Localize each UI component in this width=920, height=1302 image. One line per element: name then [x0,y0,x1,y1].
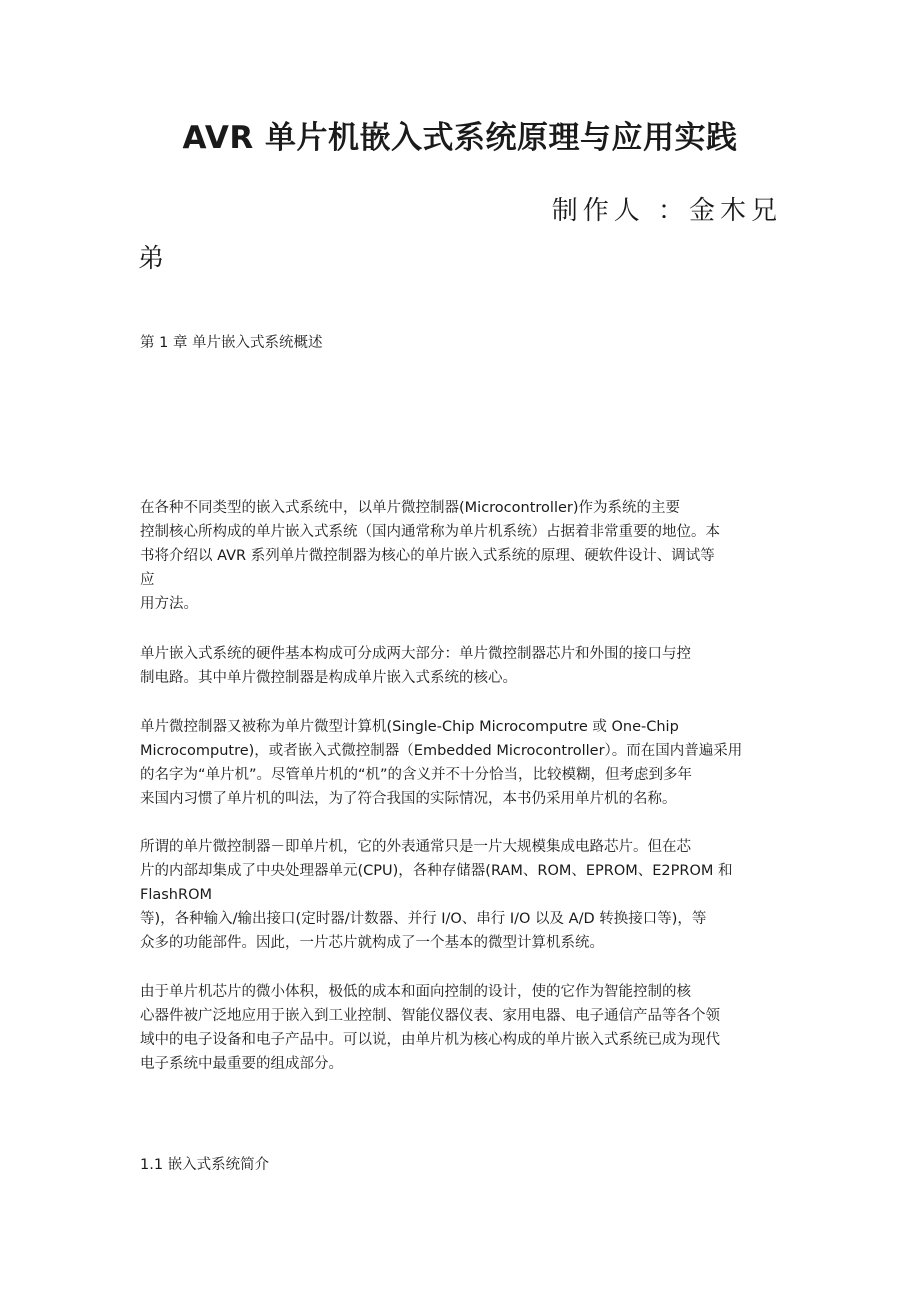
text-line: 众多的功能部件。因此，一片芯片就构成了一个基本的微型计算机系统。 [140,935,604,951]
paragraph-applications [140,980,785,1076]
text-line: 所谓的单片微控制器－即单片机，它的外表通常只是一片大规模集成电路芯片。但在芯 [140,839,691,855]
paragraph-hardware [140,642,785,690]
text-line: 等)，各种输入/输出接口(定时器/计数器、并行 I/O、串行 I/O 以及 A/D 转换接口等)，等 [140,911,707,927]
text-line: 制电路。其中单片微控制器是构成单片嵌入式系统的核心。 [140,670,517,686]
text-line: 域中的电子设备和电子产品中。可以说，由单片机为核心构成的单片嵌入式系统已成为现代 [140,1032,720,1048]
paragraph-naming [140,715,785,811]
text-line: 在各种不同类型的嵌入式系统中，以单片微控制器(Microcontroller)作为系统的主要 [140,500,681,516]
text-line: 心器件被广泛地应用于嵌入到工业控制、智能仪器仪表、家用电器、电子通信产品等各个领 [140,1008,720,1024]
text-line: 单片微控制器又被称为单片微型计算机(Single-Chip Microcomputre 或 One-Chip [140,719,679,735]
paragraph-intro [140,496,785,616]
text-line: 用方法。 [140,596,198,612]
text-line: 片的内部却集成了中央处理器单元(CPU)，各种存储器(RAM、ROM、EPROM、E2PROM 和 [140,863,733,879]
chapter-heading: 第 1 章 单片嵌入式系统概述 [140,335,323,351]
text-line: 控制核心所构成的单片嵌入式系统（国内通常称为单片机系统）占据着非常重要的地位。本 [140,524,720,540]
text-line: 电子系统中最重要的组成部分。 [140,1056,343,1072]
paragraph-definition [140,835,785,955]
document-title: AVR 单片机嵌入式系统原理与应用实践 [182,120,738,156]
section-heading: 1.1 嵌入式系统简介 [140,1157,270,1173]
text-line: Microcomputre)，或者嵌入式微控制器（Embedded Microcontroller）。而在国内普遍采用 [140,743,743,759]
text-line: 应 [140,572,155,588]
author-line: 制作人 ：金木兄 [551,196,782,226]
text-line: 单片嵌入式系统的硬件基本构成可分成两大部分：单片微控制器芯片和外围的接口与控 [140,646,691,662]
text-line: 的名字为“单片机”。尽管单片机的“机”的含义并不十分恰当，比较模糊，但考虑到多年 [140,767,693,783]
text-line: 由于单片机芯片的微小体积，极低的成本和面向控制的设计，使的它作为智能控制的核 [140,984,691,1000]
text-line: FlashROM [140,887,212,903]
author-line-continuation: 弟 [138,244,165,274]
text-line: 书将介绍以 AVR 系列单片微控制器为核心的单片嵌入式系统的原理、硬软件设计、调试等 [140,548,715,564]
text-line: 来国内习惯了单片机的叫法，为了符合我国的实际情况，本书仍采用单片机的名称。 [140,791,677,807]
